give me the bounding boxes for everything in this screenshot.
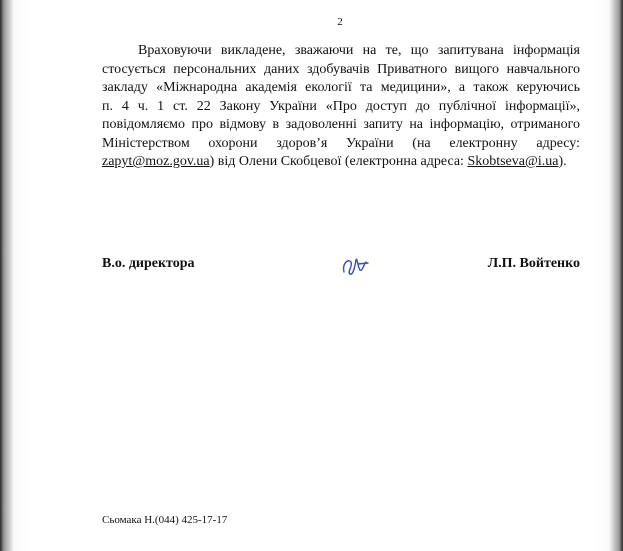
body-line: стосується персональних даних здобувачів Приватного вищого навчального	[102, 61, 580, 77]
body-line: закладу «Міжнародна академія екології та медицини», а також керуючись	[102, 80, 580, 95]
email-link-skobtseva[interactable]: Skobtseva@i.ua	[467, 154, 559, 169]
signer-name: Л.П. Войтенко	[487, 256, 580, 271]
body-line: повідомляємо про відмову в задоволенні запиту на інформацію, отриманого	[102, 117, 580, 132]
handwritten-signature	[338, 250, 374, 280]
signer-role: В.о. директора	[102, 256, 195, 271]
body-line: Міністерством охорони здоров’я України (на електронну адресу:	[102, 135, 580, 151]
body-line: Враховуючи викладене, зважаючи на те, що запитувана інформація	[138, 43, 580, 58]
signature-block	[102, 256, 580, 276]
body-line-last	[102, 153, 580, 172]
body-text-fragment: ).	[558, 154, 567, 169]
body-line: п. 4 ч. 1 ст. 22 Закону України «Про доступ до публічної інформації»,	[102, 98, 580, 114]
letter-body	[102, 42, 580, 172]
email-link-moz[interactable]: zapyt@moz.gov.ua	[102, 154, 210, 169]
body-text-fragment: ) від Олени Скобцевої (електронна адреса:	[209, 154, 468, 169]
executor-contact: Сьомака Н.(044) 425-17-17	[102, 514, 228, 526]
page-number: 2	[337, 16, 343, 28]
